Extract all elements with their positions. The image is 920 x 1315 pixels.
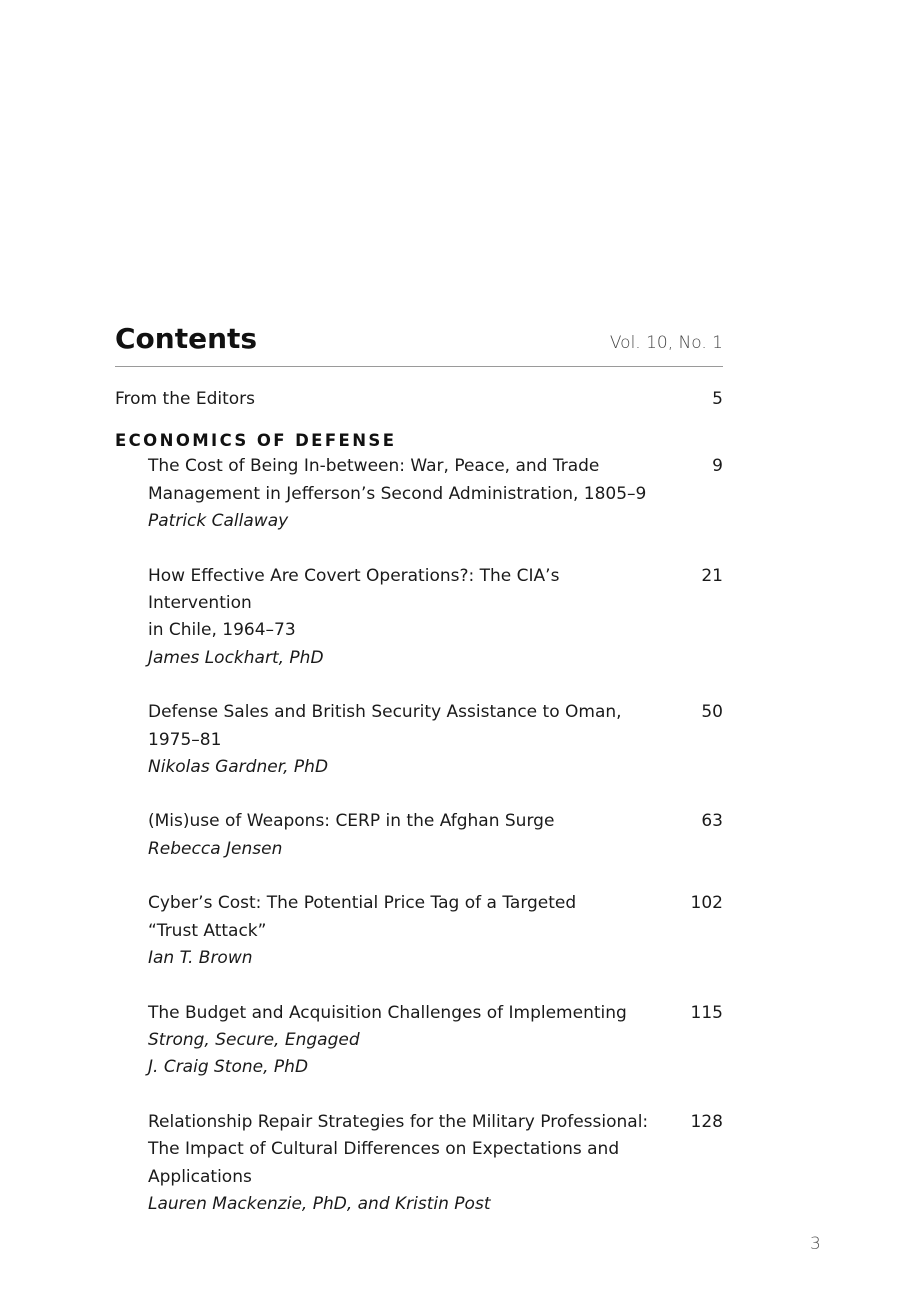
entry-page: 21 (701, 565, 723, 586)
toc-entry[interactable] (115, 890, 723, 972)
entry-title-line: 1975–81 (148, 729, 222, 750)
entry-page: 5 (712, 389, 723, 409)
entry-title-line: The Budget and Acquisition Challenges of Implementing (148, 1002, 627, 1023)
page-title: Contents (115, 322, 258, 355)
entry-page: 9 (712, 456, 723, 477)
entry-title-line: (Mis)use of Weapons: CERP in the Afghan Surge (148, 811, 555, 832)
toc-entry[interactable] (115, 808, 723, 863)
toc-entry[interactable] (115, 699, 723, 781)
toc-entry[interactable] (115, 563, 723, 673)
page-number: 3 (810, 1234, 821, 1254)
entry-page: 50 (701, 702, 723, 723)
entry-title-italic: Strong, Secure, Engaged (148, 1029, 360, 1050)
entry-author: Lauren Mackenzie, PhD, and Kristin Post (148, 1193, 491, 1214)
entry-title-line: How Effective Are Covert Operations?: The CIA’s Intervention (148, 565, 560, 614)
section-heading: ECONOMICS OF DEFENSE (115, 431, 397, 451)
volume-label: Vol. 10, No. 1 (609, 333, 723, 353)
entry-title-line: in Chile, 1964–73 (148, 620, 296, 641)
contents-header (115, 322, 723, 367)
entry-author: Ian T. Brown (148, 948, 253, 969)
entry-title: From the Editors (115, 389, 255, 409)
toc-entry[interactable] (115, 1109, 723, 1219)
entry-author: Nikolas Gardner, PhD (148, 757, 329, 778)
entry-author: Rebecca Jensen (148, 838, 283, 859)
entry-title-line: The Cost of Being In-between: War, Peace, and Trade (148, 456, 600, 477)
entry-title-line: Applications (148, 1166, 252, 1187)
entry-author: Patrick Callaway (148, 511, 289, 532)
entry-title-line: Cyber’s Cost: The Potential Price Tag of a Targeted (148, 893, 577, 914)
entry-title-line: Relationship Repair Strategies for the Military Professional: (148, 1111, 649, 1132)
toc-entry[interactable] (115, 1000, 723, 1082)
entry-page: 115 (690, 1002, 723, 1023)
entry-author: James Lockhart, PhD (148, 647, 324, 668)
entry-page: 128 (690, 1111, 723, 1132)
toc-entry[interactable] (115, 453, 723, 535)
entry-author: J. Craig Stone, PhD (148, 1057, 309, 1078)
table-of-contents (115, 322, 723, 1218)
entry-title-line: “Trust Attack” (148, 920, 267, 941)
entry-page: 63 (701, 811, 723, 832)
toc-entry-editors[interactable] (115, 386, 723, 413)
entry-title-line: Defense Sales and British Security Assistance to Oman, (148, 702, 622, 723)
entry-title-line: Management in Jefferson’s Second Administration, 1805–9 (148, 483, 647, 504)
entry-title-line: The Impact of Cultural Differences on Expectations and (148, 1139, 620, 1160)
entry-page: 102 (690, 893, 723, 914)
